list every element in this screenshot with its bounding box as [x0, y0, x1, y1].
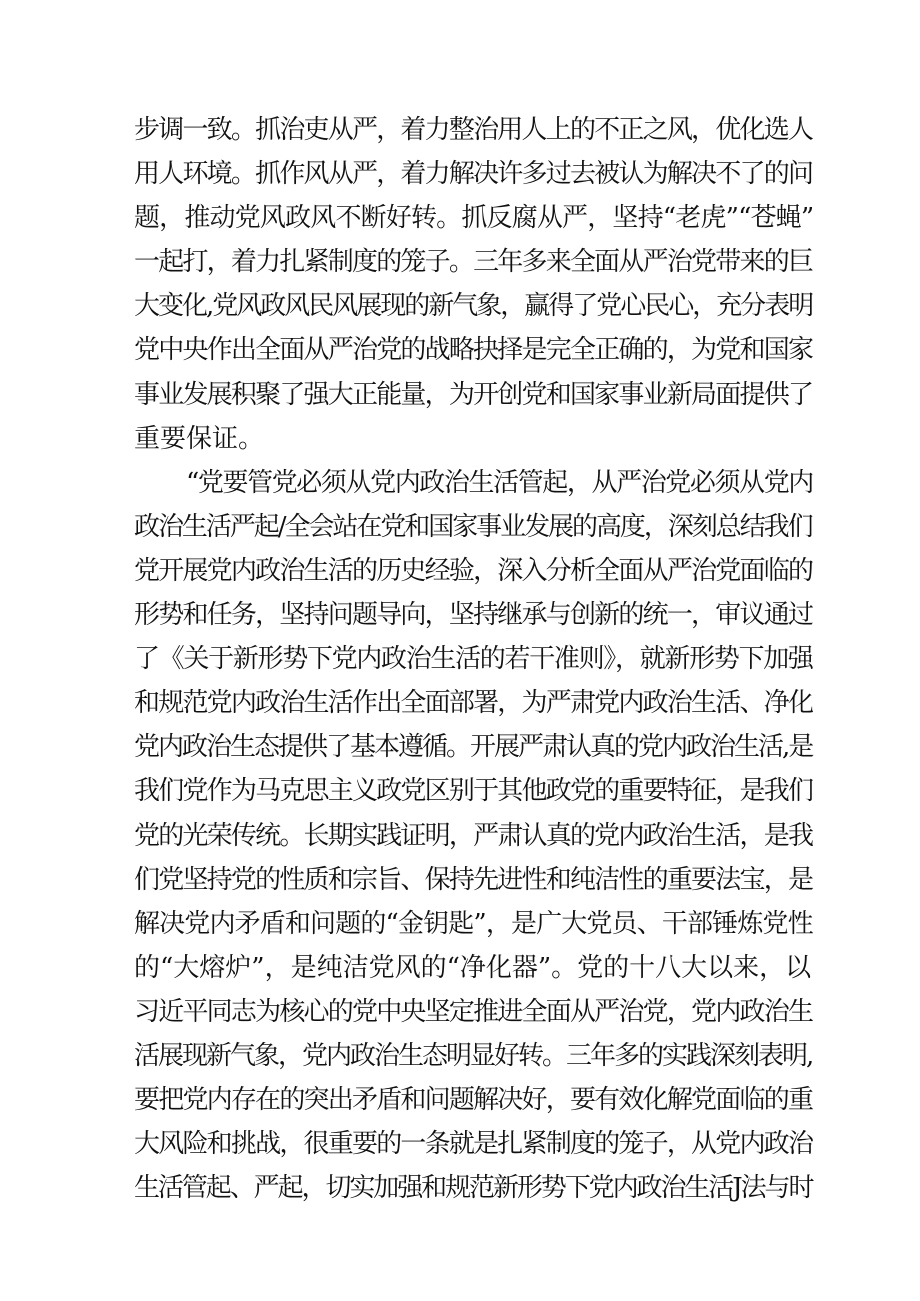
text-line: 一起打，着力扎紧制度的笼子。三年多来全面从严治党带来的巨 [134, 247, 813, 278]
text-line: 党中央作出全面从严治党的战略抉择是完全正确的，为党和国家 [134, 335, 813, 366]
paragraph-2 [134, 461, 814, 1211]
text-line: 和规范党内政治生活作出全面部署，为严肃党内政治生活、净化 [134, 688, 813, 719]
text-line: 形势和任务，坚持问题导向，坚持继承与创新的统一，审议通过 [134, 600, 813, 631]
text-line: 党的光荣传统。长期实践证明，严肃认真的党内政治生活，是我 [134, 820, 813, 851]
text-line: 事业发展积聚了强大正能量，为开创党和国家事业新局面提供了 [134, 379, 813, 410]
paragraph-1 [134, 108, 814, 461]
document-body [134, 108, 814, 1210]
text-line: 我们党作为马克思主义政党区别于其他政党的重要特征，是我们 [134, 776, 813, 807]
text-line: 大风险和挑战，很重要的一条就是扎紧制度的笼子，从党内政治 [134, 1129, 813, 1160]
text-line: “党要管党必须从党内政治生活管起，从严治党必须从党内 [186, 467, 813, 498]
text-line: 党内政治生态提供了基本遵循。开展严肃认真的党内政治生活,是 [134, 732, 813, 763]
text-line: 生活管起、严起，切实加强和规范新形势下党内政治生活J法与时 [134, 1173, 813, 1204]
text-line: 用人环境。抓作风从严，着力解决许多过去被认为解决不了的问 [134, 159, 813, 190]
text-line: 党开展党内政治生活的历史经验，深入分析全面从严治党面临的 [134, 555, 813, 586]
text-line: 要把党内存在的突出矛盾和问题解决好，要有效化解党面临的重 [134, 1085, 813, 1116]
text-line: 政治生活严起/全会站在党和国家事业发展的高度，深刻总结我们 [134, 511, 812, 542]
text-line: 习近平同志为核心的党中央坚定推进全面从严治党，党内政治生 [134, 996, 813, 1027]
text-line: 活展现新气象，党内政治生态明显好转。三年多的实践深刻表明, [134, 1040, 813, 1071]
text-line: 步调一致。抓治吏从严，着力整治用人上的不正之风，优化选人 [134, 115, 813, 145]
text-line: 题，推动党风政风不断好转。抓反腐从严，坚持“老虎”“苍蝇” [134, 203, 814, 234]
text-line: 了《关于新形势下党内政治生活的若干准则》，就新形势下加强 [134, 644, 813, 675]
text-line: 重要保证。 [134, 423, 265, 454]
text-line: 们党坚持党的性质和宗旨、保持先进性和纯洁性的重要法宝，是 [134, 864, 813, 895]
text-line: 的“大熔炉”，是纯洁党风的“净化器”。党的十八大以来，以 [134, 952, 812, 983]
text-line: 解决党内矛盾和问题的“金钥匙”，是广大党员、干部锤炼党性 [134, 908, 813, 939]
text-line: 大变化,党风政风民风展现的新气象，赢得了党心民心，充分表明 [134, 291, 813, 322]
